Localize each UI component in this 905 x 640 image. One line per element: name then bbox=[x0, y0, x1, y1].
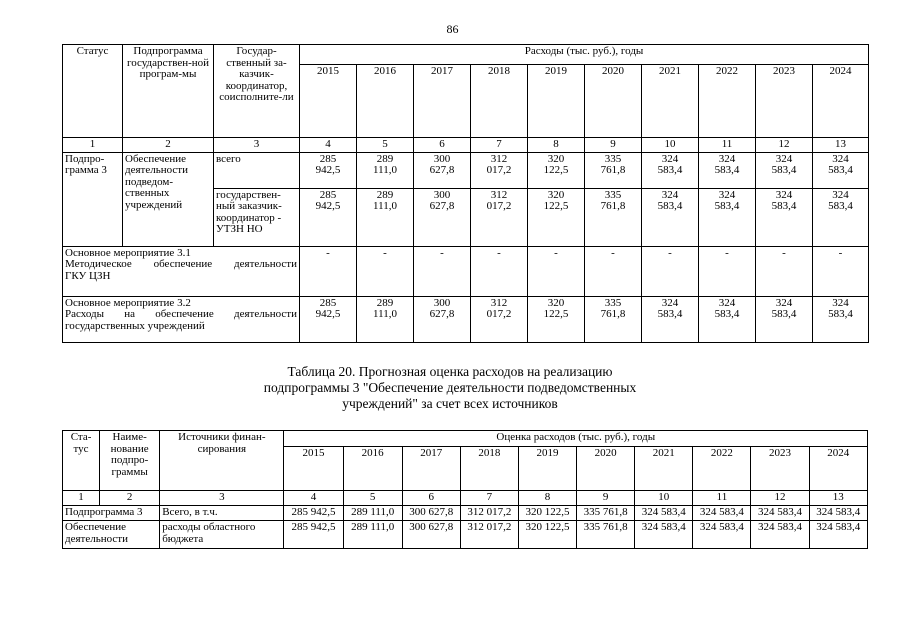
table-row-budget bbox=[63, 521, 868, 549]
value-cell: - bbox=[585, 246, 642, 296]
value-cell: 324 583,4 bbox=[809, 506, 867, 521]
column-number: 2 bbox=[123, 138, 214, 153]
provision-label: Обеспечение деятельности bbox=[63, 521, 160, 549]
year-cell: 2016 bbox=[343, 447, 402, 491]
value-cell: 335 761,8 bbox=[585, 152, 642, 188]
value-cell: 324 583,4 bbox=[751, 521, 809, 549]
value-cell: 320 122,5 bbox=[528, 152, 585, 188]
value-cell: 320 122,5 bbox=[528, 188, 585, 246]
total-label: Всего, в т.ч. bbox=[160, 506, 284, 521]
customer-label: государствен-ный заказчик-координатор - УТЗН НО bbox=[214, 188, 300, 246]
year-cell: 2023 bbox=[756, 65, 813, 138]
column-number: 9 bbox=[577, 491, 635, 506]
value-cell: 320 122,5 bbox=[528, 296, 585, 342]
value-cell: 324 583,4 bbox=[756, 152, 813, 188]
value-cell: - bbox=[528, 246, 585, 296]
value-cell: - bbox=[756, 246, 813, 296]
column-number: 7 bbox=[471, 138, 528, 153]
column-number: 4 bbox=[300, 138, 357, 153]
header-status: Статус bbox=[63, 45, 123, 138]
value-cell: 335 761,8 bbox=[577, 521, 635, 549]
value-cell: 285 942,5 bbox=[284, 521, 343, 549]
value-cell: 300 627,8 bbox=[414, 296, 471, 342]
value-cell: 289 111,0 bbox=[357, 296, 414, 342]
value-cell: - bbox=[414, 246, 471, 296]
value-cell: 312 017,2 bbox=[471, 296, 528, 342]
column-number: 8 bbox=[518, 491, 576, 506]
value-cell: 289 111,0 bbox=[357, 152, 414, 188]
year-cell: 2019 bbox=[518, 447, 576, 491]
caption-line: Таблица 20. Прогнозная оценка расходов на реализацию bbox=[287, 364, 613, 379]
table-row-total bbox=[63, 152, 869, 188]
column-number: 6 bbox=[414, 138, 471, 153]
value-cell: 324 583,4 bbox=[635, 506, 693, 521]
value-cell: 312 017,2 bbox=[460, 521, 518, 549]
column-number: 13 bbox=[813, 138, 869, 153]
value-cell: 335 761,8 bbox=[585, 188, 642, 246]
value-cell: 300 627,8 bbox=[414, 188, 471, 246]
value-cell: 324 583,4 bbox=[756, 188, 813, 246]
header-sources: Источники финан-сирования bbox=[160, 431, 284, 491]
total-label: всего bbox=[214, 152, 300, 188]
value-cell: - bbox=[642, 246, 699, 296]
value-cell: 324 583,4 bbox=[642, 152, 699, 188]
value-cell: 285 942,5 bbox=[300, 188, 357, 246]
measure-3-2-label: Основное мероприятие 3.2 Расходы на обеспечение деятельности государственных учреждений bbox=[63, 296, 300, 342]
value-cell: 324 583,4 bbox=[813, 296, 869, 342]
column-number: 10 bbox=[642, 138, 699, 153]
column-number: 4 bbox=[284, 491, 343, 506]
column-number: 1 bbox=[63, 138, 123, 153]
value-cell: 335 761,8 bbox=[585, 296, 642, 342]
value-cell: 289 111,0 bbox=[343, 506, 402, 521]
header-customer: Государ-ственный за-казчик-координатор, соисполните-ли bbox=[214, 45, 300, 138]
value-cell: 285 942,5 bbox=[300, 296, 357, 342]
column-number: 7 bbox=[460, 491, 518, 506]
column-number: 3 bbox=[214, 138, 300, 153]
column-number: 12 bbox=[756, 138, 813, 153]
column-number: 11 bbox=[699, 138, 756, 153]
year-cell: 2024 bbox=[809, 447, 867, 491]
year-cell: 2023 bbox=[751, 447, 809, 491]
column-number: 10 bbox=[635, 491, 693, 506]
value-cell: 324 583,4 bbox=[642, 296, 699, 342]
value-cell: 300 627,8 bbox=[402, 506, 460, 521]
column-number: 1 bbox=[63, 491, 100, 506]
value-cell: 324 583,4 bbox=[751, 506, 809, 521]
value-cell: 300 627,8 bbox=[402, 521, 460, 549]
value-cell: 324 583,4 bbox=[813, 152, 869, 188]
value-cell: 324 583,4 bbox=[699, 296, 756, 342]
expenses-table bbox=[62, 44, 869, 343]
value-cell: 324 583,4 bbox=[809, 521, 867, 549]
value-cell: 320 122,5 bbox=[518, 521, 576, 549]
caption-line: подпрограммы 3 "Обеспечение деятельности подведомственных bbox=[263, 380, 637, 395]
value-cell: 324 583,4 bbox=[699, 152, 756, 188]
value-cell: - bbox=[300, 246, 357, 296]
year-cell: 2017 bbox=[414, 65, 471, 138]
year-cell: 2021 bbox=[642, 65, 699, 138]
column-number: 8 bbox=[528, 138, 585, 153]
table-row-measure-3-1 bbox=[63, 246, 869, 296]
year-cell: 2021 bbox=[635, 447, 693, 491]
value-cell: 289 111,0 bbox=[357, 188, 414, 246]
measure-3-1-label: Основное мероприятие 3.1 Методическое обеспечение деятельности ГКУ ЦЗН bbox=[63, 246, 300, 296]
column-number: 3 bbox=[160, 491, 284, 506]
column-number: 5 bbox=[343, 491, 402, 506]
value-cell: 324 583,4 bbox=[699, 188, 756, 246]
value-cell: - bbox=[357, 246, 414, 296]
value-cell: 312 017,2 bbox=[471, 188, 528, 246]
value-cell: 324 583,4 bbox=[642, 188, 699, 246]
year-cell: 2017 bbox=[402, 447, 460, 491]
year-cell: 2015 bbox=[284, 447, 343, 491]
subprogram-name: Обеспечение деятельности подведом-ственных учреждений bbox=[123, 152, 214, 246]
header-status: Ста-тус bbox=[63, 431, 100, 491]
column-number-row bbox=[63, 138, 869, 153]
page-number: 86 bbox=[446, 22, 459, 36]
year-cell: 2020 bbox=[585, 65, 642, 138]
value-cell: 335 761,8 bbox=[577, 506, 635, 521]
value-cell: - bbox=[471, 246, 528, 296]
value-cell: 320 122,5 bbox=[518, 506, 576, 521]
subprogram-label: Подпрограмма 3 bbox=[63, 506, 160, 521]
value-cell: 312 017,2 bbox=[460, 506, 518, 521]
value-cell: - bbox=[699, 246, 756, 296]
budget-label: расходы областного бюджета bbox=[160, 521, 284, 549]
column-number-row bbox=[63, 491, 868, 506]
value-cell: 324 583,4 bbox=[813, 188, 869, 246]
column-number: 6 bbox=[402, 491, 460, 506]
column-number: 12 bbox=[751, 491, 809, 506]
table-row-total bbox=[63, 506, 868, 521]
value-cell: 324 583,4 bbox=[693, 506, 751, 521]
value-cell: 312 017,2 bbox=[471, 152, 528, 188]
value-cell: 324 583,4 bbox=[756, 296, 813, 342]
column-number: 2 bbox=[100, 491, 160, 506]
year-cell: 2018 bbox=[471, 65, 528, 138]
table-row-measure-3-2 bbox=[63, 296, 869, 342]
year-cell: 2024 bbox=[813, 65, 869, 138]
value-cell: 324 583,4 bbox=[693, 521, 751, 549]
year-cell: 2016 bbox=[357, 65, 414, 138]
value-cell: 285 942,5 bbox=[284, 506, 343, 521]
caption-line: учреждений" за счет всех источников bbox=[342, 396, 558, 411]
column-number: 11 bbox=[693, 491, 751, 506]
header-expenses: Расходы (тыс. руб.), годы bbox=[300, 45, 869, 65]
year-cell: 2022 bbox=[699, 65, 756, 138]
year-cell: 2018 bbox=[460, 447, 518, 491]
year-cell: 2020 bbox=[577, 447, 635, 491]
year-cell: 2015 bbox=[300, 65, 357, 138]
value-cell: 285 942,5 bbox=[300, 152, 357, 188]
column-number: 5 bbox=[357, 138, 414, 153]
forecast-table bbox=[62, 430, 868, 549]
header-name: Наиме-нование подпро-граммы bbox=[100, 431, 160, 491]
table-caption bbox=[200, 364, 700, 412]
value-cell: 324 583,4 bbox=[635, 521, 693, 549]
header-subprogram: Подпрограмма государствен-ной програм-мы bbox=[123, 45, 214, 138]
value-cell: 300 627,8 bbox=[414, 152, 471, 188]
column-number: 13 bbox=[809, 491, 867, 506]
year-cell: 2022 bbox=[693, 447, 751, 491]
column-number: 9 bbox=[585, 138, 642, 153]
header-estimate: Оценка расходов (тыс. руб.), годы bbox=[284, 431, 868, 447]
value-cell: 289 111,0 bbox=[343, 521, 402, 549]
value-cell: - bbox=[813, 246, 869, 296]
year-cell: 2019 bbox=[528, 65, 585, 138]
subprogram-status: Подпро-грамма 3 bbox=[63, 152, 123, 246]
